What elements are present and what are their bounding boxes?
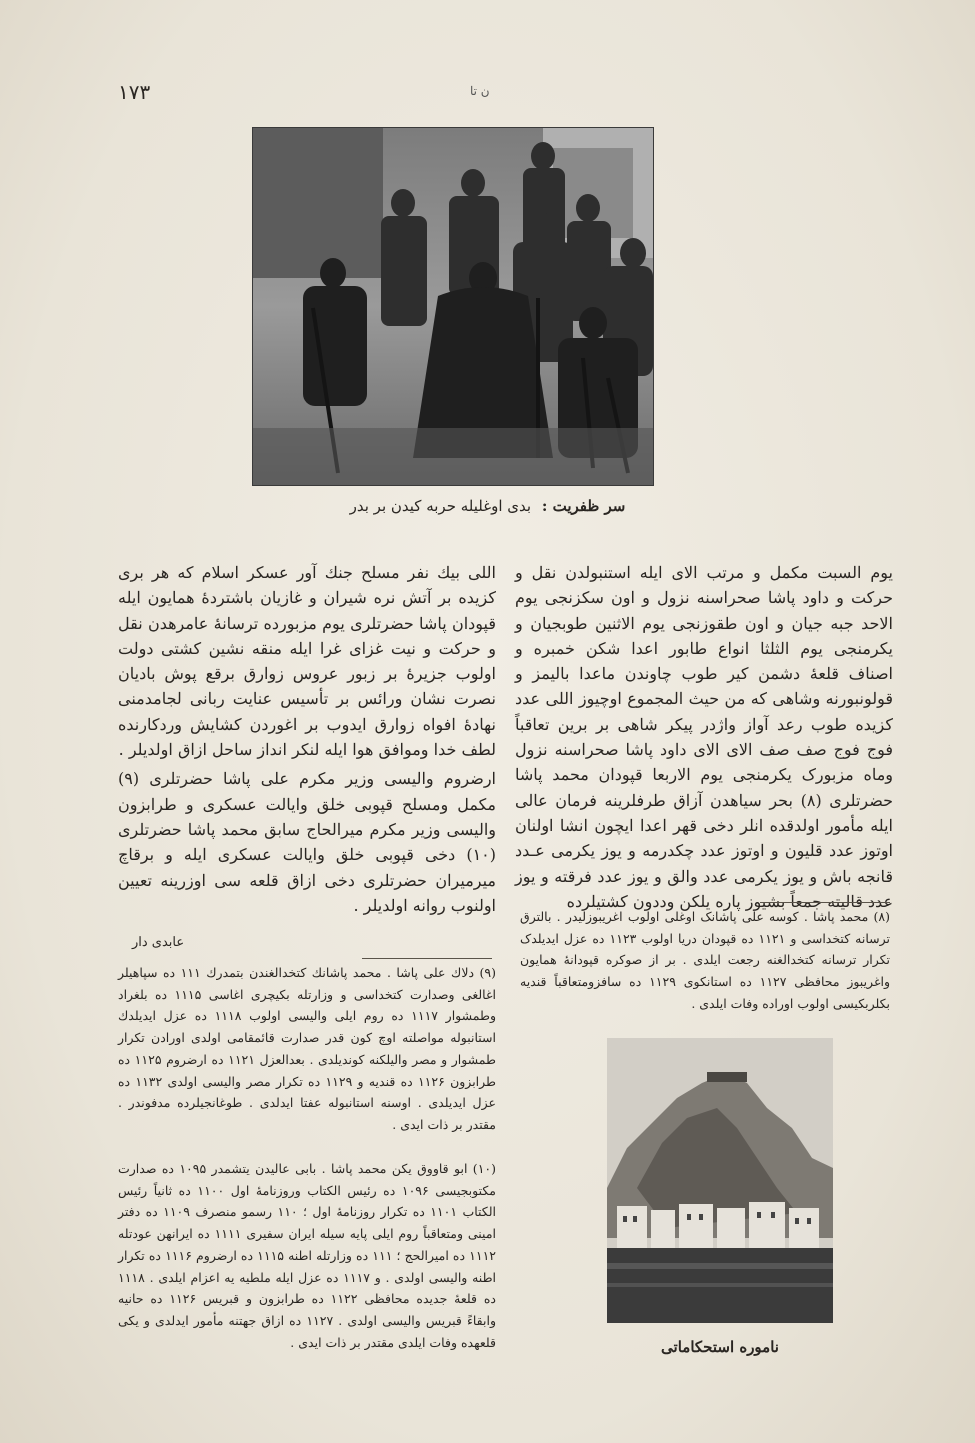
right-column-text: یوم السبت مکمل و مرتب الای ایله استنبولدن نقل و حرکت و داود پاشا صحراسنه نزول و اون سکزنجی یوم الاحد جبه جیان و اون طقوزنجی یوم الاثنین طوبجیان و یکرمنجی یوم الثلثا انواع طابور اعدا شکن خمبره و اصناف قلعهٔ دشمن کیر طوب چاوندن ماعدا بالیمز و قولونبورنه وشاهی که من حیث المجموع اوچیوز اللی عدد کزیده طوب رعد آواز واژدر پیکر شاهی بر برین تعاقباً فوج فوج صف صف الای الای داود پاشا صحراسنه نزول وماه مزبورک یکرمنجی یوم الاربعا قپودان محمد پاشا حضرتلری (۸) بحر سیاهدن آزاق طرفلرینه فرمان عالی ایله مأمور اولدقده انلر دخی قهر اعدا ایچون انشا اولنان اوتوز عدد قلیون و اوتوز عدد چکدرمه و یوز یکرمی عـدد قانجه باش و یوز یکرمی عدد والق و یوز عدد فرقته و یوز عدد قالیته جمعاً بشیوز پاره یلکن وددون کشتیلرده [515,563,894,911]
footnote-9: (۹) دلاك علی پاشا . محمد پاشانك کتخدالغندن بتمدرك ۱۱۱ ده سپاهیلر اغالغی وصدارت کتخداسی و وزارتله بکیچری اغاسی ۱۱۱۵ ده بلغراد وطمشوار ۱۱۱۷ ده روم ایلی والیسی اولوب ۱۱۱۸ ده عزل ایدیلدك استانبوله مواصلته اوچ کون قدر صدارت قائمقامی اولدی اورادن تکرار طمشوار و مصر والیلکنه کوندیلدی . بعدالعزل ۱۱۲۱ ده ارضروم ۱۱۲۵ ده طرابزون ۱۱۲۶ ده قندیه و ۱۱۲۹ ده تکرار مصر والیسی اولدی ۱۱۳۲ ده عزل ایدیلدی . اوسنه استانبوله عفتا ایدلدی . طوغانجیلرده مدفوندر . مقتدر بر ذات ایدی . [118,965,497,1132]
footnote-rule-right [760,902,890,903]
photo-caption [0,496,975,515]
fortress-photo-caption: ناموره استحکاماتی [661,1338,779,1356]
caption-lead: سر ظفریت : [541,497,626,515]
page-number: ۱۷۳ [118,80,151,104]
footnote-rule-left [362,958,492,959]
left-column [118,560,496,918]
photo-caption-text [350,497,626,515]
group-photograph [252,127,654,486]
fortress-photograph [607,1038,833,1323]
left-column-para-1: اللی بیك نفر مسلح جنك آور عسکر اسلام که هر بری کزیده بر آتش نره شیران و غازیان باشتردهٔ همایون ایله قپودان پاشا حضرتلری یوم مزبورده ترسانهٔ عامرهدن نقل و حرکت و نیت غزای غرا ایله منقه نشین کشتی دولت اولوب جزیرهٔ بر زبور عروس زوارق برقع پوش بادیان نصرت نشان ورائس بر تأسیس عنایت ربانی لجامدمنی نهادهٔ افواه زوارق ایدوب بر اغوردن کشایش وردکارنده لطف خدا وموافق هوا ایله لنکر انداز ساحل ازاق اولدیلر . [118,563,497,760]
footnote-10: (۱۰) ابو قاووق یکن محمد پاشا . بابی عالیدن یتشمدر ۱۰۹۵ ده صدارت مکتوبجیسی ۱۰۹۶ ده رئیس الکتاب وروزنامهٔ اول ۱۱۰۰ ده ثانیاً رئیس الکتاب ۱۱۰۱ ده تکرار روزنامهٔ اول ؛ ۱۱۰ رسمو منصرف ۱۱۰۹ ده دفتر امینی ومتعاقباً روم ایلی پایه سیله ایران سفیری ۱۱۱۱ ده ایرانهن عودتله ۱۱۱۲ ده امیرالحج ؛ ۱۱۱ ده وزارتله اطنه ۱۱۱۵ ده ارضروم ۱۱۱۶ ده تکرار اطنه والیسی اولدی . و ۱۱۱۷ ده عزل ایله ملطیه یه اعزام ایلدی . ۱۱۱۸ ده قلعهٔ جدیده محافظی ۱۱۲۲ ده طرابزون و قبریس ۱۱۲۶ ده حانیه وابقاءً قبریس والیسی اولدی . ۱۱۲۷ ده ازاق جهتنه مأمور ایدلدی و یکی قلعهده وفات ایلدی مقتدر بر ذات ایدی . [118,1161,497,1350]
running-head: ن تا [470,84,490,98]
footnote-8: (۸) محمد پاشا . کوسه علی پاشانک اوغلی اولوب اغریبوزلیدر . بالترق ترسانه کتخداسی و ۱۱۲۱ ده قپودان دریا اولوب ۱۱۲۳ ده عزل ایدیلدک تکرار ترسانه کتخدالغنه رجعت ایلدی . بر از صوکره قپودانهٔ همایون واغریبوز محافظی ۱۱۲۷ ده استانکوی ۱۱۲۹ ده سافزومتعاقباً قندیه بکلربکیسی اولوب اوراده وفات ایلدی . [520,909,891,1011]
signature: عابدی دار [132,935,185,950]
right-column [515,560,893,914]
left-column-para-2: ارضروم والیسی وزیر مکرم علی پاشا حضرتلری (۹) مکمل ومسلح قپوبی خلق وایالت عسکری و طرابزون والیسی وزیر مکرم میرالحاج سابق محمد پاشا حضرتلری (۱۰) دخی قپوبی خلق وایالت عسکری ایله و برقاچ میرمیران حضرتلری دخی ازاق قلعه سی اوزرینه تعیین اولنوب روانه اولدیلر . [118,769,496,915]
caption-rest: بدی اوغلیله حربه کیدن بر بدر [349,497,532,515]
